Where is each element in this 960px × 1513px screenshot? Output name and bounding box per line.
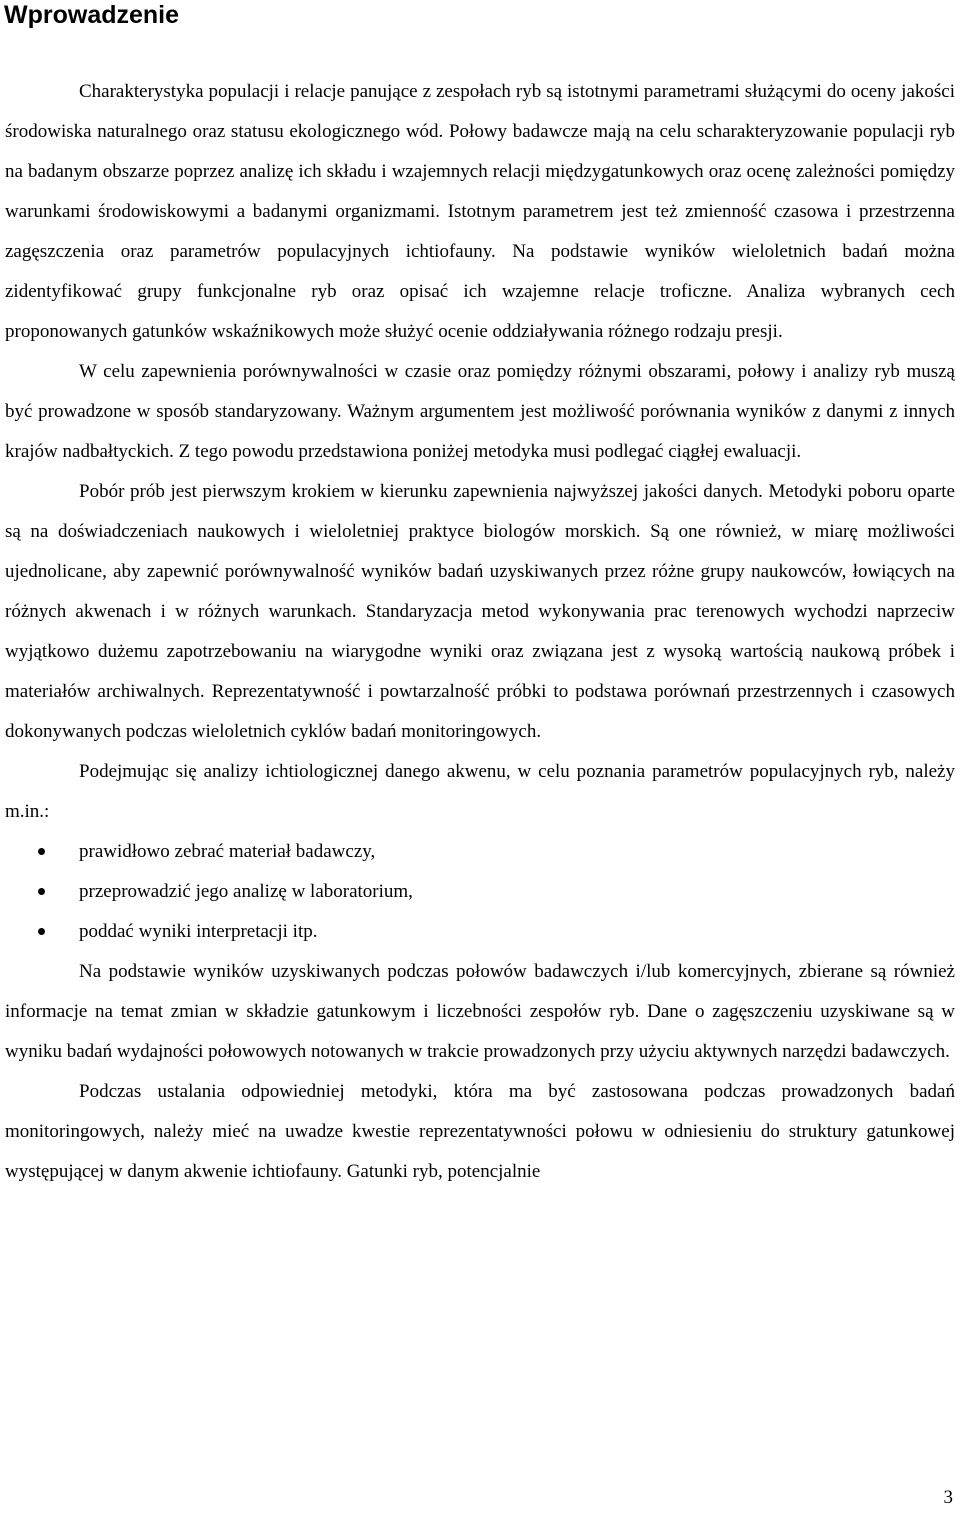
bullet-list xyxy=(5,832,955,952)
list-item-text: poddać wyniki interpretacji itp. xyxy=(79,921,318,942)
paragraph-2: W celu zapewnienia porównywalności w czasie oraz pomiędzy różnymi obszarami, połowy i analizy ryb muszą być prowadzone w sposób standaryzowany. Ważnym argumentem jest możliwość porównania wyników z danymi z innych krajów nadbałtyckich. Z tego powodu przedstawiona poniżej metodyka musi podlegać ciągłej ewaluacji. xyxy=(5,361,955,462)
paragraph-3: Pobór prób jest pierwszym krokiem w kierunku zapewnienia najwyższej jakości danych. Metodyki poboru oparte są na doświadczeniach naukowych i wieloletniej praktyce biologów morskich. Są one również, w miarę możliwości ujednolicane, aby zapewnić porównywalność wyników badań uzyskiwanych przez różne grupy naukowców, łowiących na różnych akwenach i w różnych warunkach. Standaryzacja metod wykonywania prac terenowych wychodzi naprzeciw wyjątkowo dużemu zapotrzebowaniu na wiarygodne wyniki oraz związana jest z wysoką wartością naukową próbek i materiałów archiwalnych. Reprezentatywność i powtarzalność próbki to podstawa porównań przestrzennych i czasowych dokonywanych podczas wieloletnich cykló​w badań monitoringowych. xyxy=(5,481,955,742)
document-body xyxy=(5,72,955,1192)
paragraph-5: Na podstawie wyników uzyskiwanych podczas połowów badawczych i/lub komercyjnych, zbierane są również informacje na temat zmian w składzie gatunkowym i liczebności zespołów ryb. Dane o zagęszczeniu uzyskiwane są w wyniku badań wydajności połowowych notowanych w trakcie prowadzonych przy użyciu aktywnych narzędzi badawczych. xyxy=(5,961,955,1062)
list-item-text: przeprowadzić jego analizę w laboratorium, xyxy=(79,881,413,902)
list-item-text: prawidłowo zebrać materiał badawczy, xyxy=(79,841,376,862)
bullet-icon xyxy=(38,848,45,855)
page-title: Wprowadzenie xyxy=(4,1,180,29)
bullet-icon xyxy=(38,888,45,895)
paragraph-6: Podczas ustalania odpowiedniej metodyki, która ma być zastosowana podczas prowadzonych badań monitoringowych, należy mieć na uwadze kwestie reprezentatywności połowu w odniesieniu do struktury gatunkowej występującej w danym akwenie ichtiofauny. Gatunki ryb, potencjalnie xyxy=(5,1081,955,1182)
page-number: 3 xyxy=(943,1487,953,1508)
paragraph-4: Podejmując się analizy ichtiologicznej danego akwenu, w celu poznania parametrów populacyjnych ryb, należy m.in.: xyxy=(5,761,955,822)
bullet-icon xyxy=(38,928,45,935)
paragraph-1: Charakterystyka populacji i relacje panujące z zespołach ryb są istotnymi parametrami służącymi do oceny jakości środowiska naturalnego oraz statusu ekologicznego wód. Połowy badawcze mają na celu scharakteryzowanie populacji ryb na badanym obszarze poprzez analizę ich składu i wzajemnych relacji międzygatunkowych oraz ocenę zależności pomiędzy warunkami środowiskowymi a badanymi organizmami. Istotnym parametrem jest też zmienność czasowa i przestrzenna zagęszczenia oraz parametrów populacyjnych ichtiofauny. Na podstawie wyników wieloletnich badań można zidentyfikować grupy funkcjonalne ryb oraz opisać ich wzajemne relacje troficzne. Analiza wybranych cech proponowanych gatunków wskaźnikowych może służyć ocenie oddziaływania różnego rodzaju presji. xyxy=(5,81,955,342)
list-item xyxy=(5,872,955,912)
list-item xyxy=(5,832,955,872)
list-item xyxy=(5,912,955,952)
